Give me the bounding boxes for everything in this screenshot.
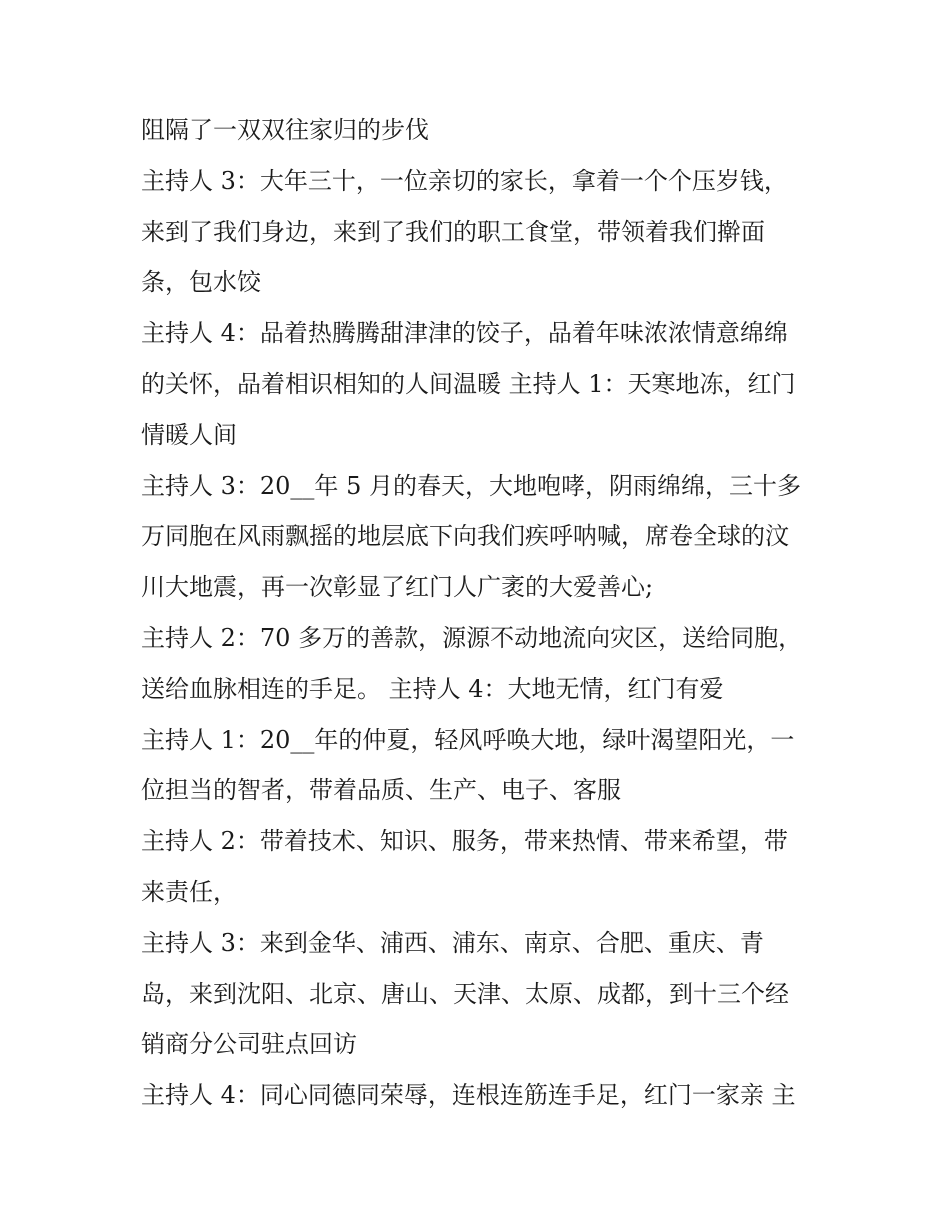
text-line: 主持人 2：带着技术、知识、服务，带来热情、带来希望，带 [141,827,788,856]
text-line: 来责任， [141,877,237,906]
text-line: 主持人 3：来到金华、浦西、浦东、南京、合肥、重庆、青 [141,928,764,957]
text-line: 的关怀，品着相识相知的人间温暖 主持人 1：天寒地冻，红门 [141,369,796,398]
text-line: 送给血脉相连的手足。 主持人 4：大地无情，红门有爱 [141,674,724,703]
text-line: 川大地震，再一次彰显了红门人广袤的大爱善心; [141,573,654,602]
text-line: 主持人 3：大年三十，一位亲切的家长，拿着一个个压岁钱， [141,166,788,195]
text-line: 来到了我们身边，来到了我们的职工食堂，带领着我们擀面 [141,217,765,246]
document-text-body [141,105,821,1121]
text-line: 主持人 1：20__年的仲夏，轻风呼唤大地，绿叶渴望阳光，一 [141,725,795,754]
text-line: 岛，来到沈阳、北京、唐山、天津、太原、成都，到十三个经 [141,979,789,1008]
text-line: 位担当的智者，带着品质、生产、电子、客服 [141,776,621,805]
text-line: 情暖人间 [141,420,237,449]
text-line: 万同胞在风雨飘摇的地层底下向我们疾呼呐喊，席卷全球的汶 [141,522,789,551]
text-line: 销商分公司驻点回访 [141,1030,357,1059]
text-line: 主持人 4：品着热腾腾甜津津的饺子，品着年味浓浓情意绵绵 [141,319,788,348]
text-line: 条，包水饺 [141,268,261,297]
text-line: 主持人 3：20__年 5 月的春天，大地咆哮，阴雨绵绵，三十多 [141,471,801,500]
text-line: 主持人 4：同心同德同荣辱，连根连筋连手足，红门一家亲 主 [141,1081,796,1110]
text-line: 阻隔了一双双往家归的步伐 [141,116,429,144]
text-line: 主持人 2：70 多万的善款，源源不动地流向灾区，送给同胞， [141,623,803,652]
